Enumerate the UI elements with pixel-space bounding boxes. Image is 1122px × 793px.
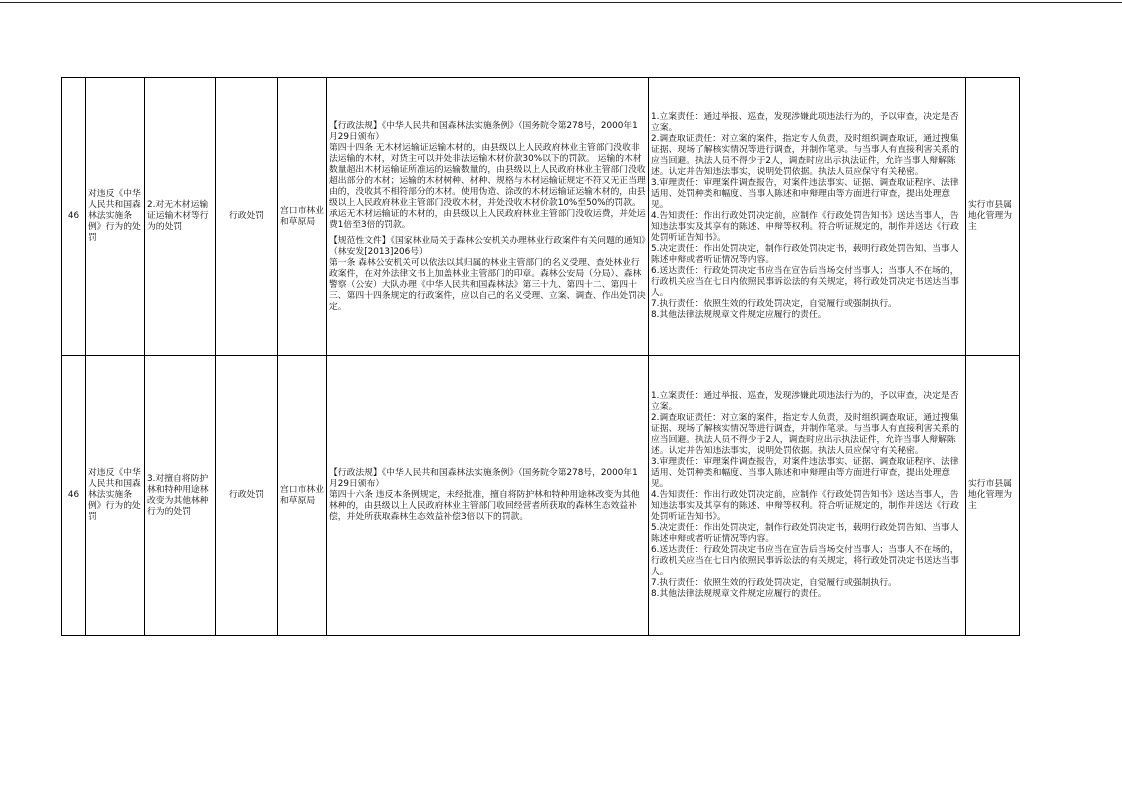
duty-item: 3.审理责任：审理案件调查报告，对案件违法事实、证据、调查取证程序、法律适用、处罚种类和幅度、当事人陈述和申辩理由等方面进行审查，提出处理意见。	[651, 457, 959, 489]
sub-item-cell: 2.对无木材运输证运输木材等行为的处罚	[145, 78, 216, 356]
duty-item: 2.调查取证责任：对立案的案件，指定专人负责，及时组织调查取证，通过搜集证据、现场了解核实情况等进行调查，并制作笔录。与当事人有直接利害关系的应当回避。执法人员不得少于2人，调查时应出示执法证件，允许当事人辩解陈述。认定并告知违法事实，说明处罚依据。执法人员应保守有关秘密。	[651, 413, 959, 456]
responsibility-cell	[649, 78, 966, 356]
duty-item: 4.告知责任：作出行政处罚决定前，应制作《行政处罚告知书》送达当事人，告知违法事实及其享有的陈述、申辩等权利。符合听证规定的，制作并送达《行政处罚听证告知书》。	[651, 490, 959, 522]
basis-article: 第四十六条 违反本条例规定，未经批准，擅自将防护林和特种用途林改变为其他林种的，由县级以上人民政府林业主管部门收回经营者所获取的森林生态效益补偿，并处所获取森林生态效益补偿3倍以下的罚款。	[329, 490, 640, 522]
duty-item: 2.调查取证责任：对立案的案件，指定专人负责，及时组织调查取证，通过搜集证据、现场了解核实情况等进行调查，并制作笔录。与当事人有直接利害关系的应当回避。执法人员不得少于2人，调查时应出示执法证件，允许当事人辩解陈述。认定并告知违法事实，说明处罚依据。执法人员应保守有关秘密。	[651, 134, 959, 177]
duty-item: 6.送达责任：行政处罚决定书应当在宣告后当场交付当事人；当事人不在场的，行政机关应当在七日内依照民事诉讼法的有关规定，将行政处罚决定书送达当事人。	[651, 266, 959, 298]
department-cell: 宫口市林业和草原局	[278, 78, 327, 356]
seq-cell: 46	[62, 356, 86, 636]
basis-article: 第一条 森林公安机关可以依法以其归属的林业主管部门的名义受理、查处林业行政案件，在对外法律文书上加盖林业主管部门的印章。森林公安局（分局）、森林警察（公安）大队办理《中华人民共和国森林法》第三十九、第四十二、第四十三、第四十四条规定的行政案件，应以自己的名义受理、立案、调查、作出处罚决定。	[329, 257, 646, 312]
sub-item-cell: 3.对擅自将防护林和特种用途林改变为其他林种行为的处罚	[145, 356, 216, 636]
department-cell: 宫口市林业和草原局	[278, 356, 327, 636]
note-cell: 实行市县属地化管理为主	[966, 78, 1020, 356]
table-row	[62, 356, 1020, 636]
duty-item: 5.决定责任：作出处罚决定，制作行政处罚决定书，载明行政处罚告知、当事人陈述申辩或者听证情况等内容。	[651, 523, 959, 544]
duty-item: 3.审理责任：审理案件调查报告，对案件违法事实、证据、调查取证程序、法律适用、处罚种类和幅度、当事人陈述和申辩理由等方面进行审查，提出处理意见。	[651, 178, 959, 210]
table-row	[62, 78, 1020, 356]
duty-item: 1.立案责任：通过举报、巡查，发现涉嫌此项违法行为的，予以审查，决定是否立案。	[651, 391, 959, 412]
seq-cell: 46	[62, 78, 86, 356]
duty-item: 8.其他法律法规规章文件规定应履行的责任。	[651, 589, 827, 599]
duty-item: 5.决定责任：作出处罚决定，制作行政处罚决定书，载明行政处罚告知、当事人陈述申辩或者听证情况等内容。	[651, 244, 959, 265]
item-name-cell: 对违反《中华人民共和国森林法实施条例》行为的处罚	[86, 78, 145, 356]
duty-item: 6.送达责任：行政处罚决定书应当在宣告后当场交付当事人；当事人不在场的，行政机关应当在七日内依照民事诉讼法的有关规定，将行政处罚决定书送达当事人。	[651, 545, 959, 577]
duty-item: 1.立案责任：通过举报、巡查，发现涉嫌此项违法行为的，予以审查，决定是否立案。	[651, 112, 959, 133]
legal-basis-cell	[327, 356, 649, 636]
legal-basis-cell	[327, 78, 649, 356]
duty-item: 4.告知责任：作出行政处罚决定前，应制作《行政处罚告知书》送达当事人，告知违法事实及其享有的陈述、申辩等权利。符合听证规定的，制作并送达《行政处罚听证告知书》。	[651, 211, 959, 243]
duty-item: 7.执行责任：依照生效的行政处罚决定，自觉履行或强制执行。	[651, 578, 897, 588]
duty-item: 7.执行责任：依照生效的行政处罚决定，自觉履行或强制执行。	[651, 299, 897, 309]
basis-title: 【行政法规】《中华人民共和国森林法实施条例》（国务院令第278号，2000年1月29日颁布）	[329, 468, 638, 489]
note-cell: 实行市县属地化管理为主	[966, 356, 1020, 636]
power-type-cell: 行政处罚	[216, 78, 278, 356]
duty-item: 8.其他法律法规规章文件规定应履行的责任。	[651, 310, 827, 320]
basis-article: 第四十四条 无木材运输证运输木材的，由县级以上人民政府林业主管部门没收非法运输的木材，对货主可以并处非法运输木材价款30%以下的罚款。 运输的木材数量超出木材运输证所准运的运输数量的，由县级以上人民政府林业主管部门没收超出部分的木材；运输的木材树种、材种、规格与木材运输证规定不符又无正当理由的，没收其不相符部分的木材。使用伪造、涂改的木材运输证运输木材的，由县级以上人民政府林业主管部门没收木材，并处没收木材价款10%至50%的罚款。承运无木材运输证的木材的，由县级以上人民政府林业主管部门没收运费，并处运费1倍至3倍的罚款。	[329, 142, 646, 230]
top-rule	[0, 2, 1122, 3]
basis-title: 【规范性文件】《国家林业局关于森林公安机关办理林业行政案件有关问题的通知》（林安发[2013]206号）	[329, 235, 646, 257]
item-name-cell: 对违反《中华人民共和国森林法实施条例》行为的处罚	[86, 356, 145, 636]
power-list-table	[61, 77, 1020, 636]
power-type-cell: 行政处罚	[216, 356, 278, 636]
responsibility-cell	[649, 356, 966, 636]
basis-title: 【行政法规】《中华人民共和国森林法实施条例》（国务院令第278号，2000年1月29日颁布）	[329, 120, 638, 142]
